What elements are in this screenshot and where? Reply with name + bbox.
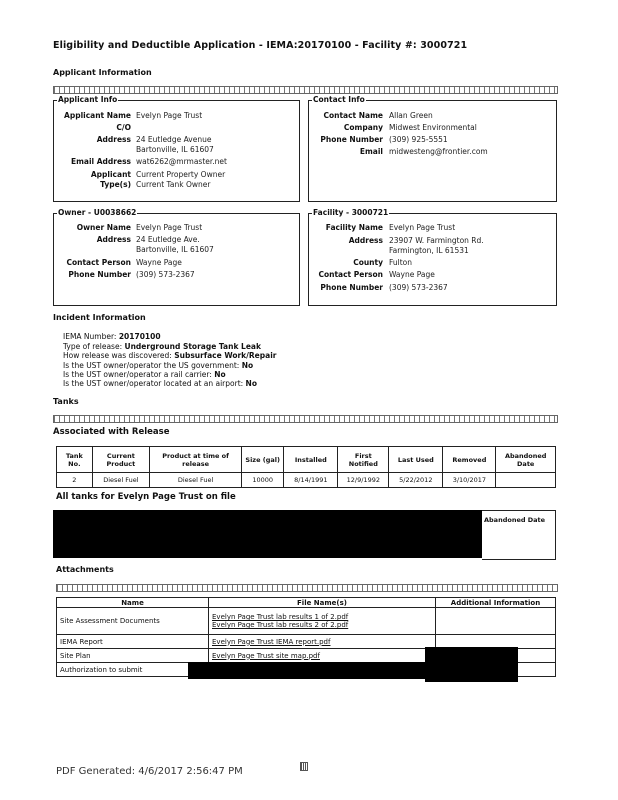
att-files: [209, 635, 436, 649]
redaction-block: [53, 510, 482, 558]
company-value: Midwest Environmental: [389, 123, 477, 132]
facility-contact-label: Contact Person: [318, 270, 383, 279]
cell-removed: 3/10/2017: [443, 473, 496, 488]
applicant-address-line2: Bartonville, IL 61607: [136, 145, 214, 154]
cell-tank-no: 2: [57, 473, 93, 488]
applicant-type-label2: Type(s): [100, 180, 131, 189]
incident-iema-number: IEMA Number: 20170100: [63, 332, 161, 341]
table-row: [57, 473, 556, 488]
incident-rail-carrier: Is the UST owner/operator a rail carrier: No: [63, 370, 226, 379]
incident-discovery: How release was discovered: Subsurface Work/Repair: [63, 351, 277, 360]
col-tank-no: Tank No.: [57, 447, 93, 473]
cell-product-at-release: Diesel Fuel: [150, 473, 242, 488]
applicant-email-value: wat6262@mrmaster.net: [136, 157, 227, 166]
contact-name-value: Allan Green: [389, 111, 433, 120]
att-name: Site Assessment Documents: [57, 608, 209, 635]
applicant-name-value: Evelyn Page Trust: [136, 111, 203, 120]
facility-label: Facility - 3000721: [313, 208, 389, 217]
facility-address-line1: 23907 W. Farmington Rd.: [389, 236, 484, 245]
att-name: Authorization to submit: [57, 663, 209, 677]
col-product-at-release: Product at time of release: [150, 447, 242, 473]
applicant-address-label: Address: [96, 135, 131, 144]
owner-address-line1: 24 Eutledge Ave.: [136, 235, 200, 244]
att-col-info: Additional Information: [436, 598, 556, 608]
cell-installed: 8/14/1991: [284, 473, 338, 488]
file-link[interactable]: Evelyn Page Trust site map.pdf: [212, 651, 320, 660]
redaction-block: [425, 647, 518, 682]
section-attachments-heading: Attachments: [56, 565, 114, 574]
contact-email-value: midwesteng@frontier.com: [389, 147, 488, 156]
col-first-notified: First Notified: [338, 447, 389, 473]
section-tanks-heading: Tanks: [53, 397, 79, 406]
section-associated-heading: Associated with Release: [53, 427, 170, 437]
applicant-name-label: Applicant Name: [64, 111, 131, 120]
cell-first-notified: 12/9/1992: [338, 473, 389, 488]
cell-size: 10000: [242, 473, 284, 488]
page-title: Eligibility and Deductible Application - IEMA:20170100 - Facility #: 3000721: [53, 40, 468, 51]
att-files: [209, 608, 436, 635]
cell-abandoned-date: [496, 473, 556, 488]
facility-name-label: Facility Name: [325, 223, 383, 232]
co-label: C/O: [116, 123, 131, 132]
applicant-email-label: Email Address: [70, 157, 131, 166]
incident-airport: Is the UST owner/operator located at an airport: No: [63, 379, 257, 388]
company-label: Company: [343, 123, 383, 132]
applicant-type-value1: Current Property Owner: [136, 170, 226, 179]
col-removed: Removed: [443, 447, 496, 473]
pdf-generated-footer: PDF Generated: 4/6/2017 2:56:47 PM: [56, 766, 243, 777]
facility-county-label: County: [353, 258, 383, 267]
att-name: Site Plan: [57, 649, 209, 663]
section-incident-heading: Incident Information: [53, 313, 146, 322]
section-all-tanks-heading: All tanks for Evelyn Page Trust on file: [56, 492, 236, 502]
applicant-info-label: Applicant Info: [58, 95, 118, 104]
col-installed: Installed: [284, 447, 338, 473]
incident-release-type: Type of release: Underground Storage Tank Leak: [63, 342, 261, 351]
contact-phone-value: (309) 925-5551: [389, 135, 448, 144]
attachments-header: [57, 598, 556, 608]
applicant-type-label: Applicant: [90, 170, 131, 179]
att-files: [209, 649, 436, 663]
section-applicant-heading: Applicant Information: [53, 68, 152, 77]
facility-county-value: Fulton: [389, 258, 413, 267]
facility-phone-value: (309) 573-2367: [389, 283, 448, 292]
facility-name-value: Evelyn Page Trust: [389, 223, 456, 232]
contact-email-label: Email: [359, 147, 383, 156]
release-table-header: [57, 447, 556, 473]
owner-name-value: Evelyn Page Trust: [136, 223, 203, 232]
redaction-block: [188, 662, 448, 679]
cell-last-used: 5/22/2012: [389, 473, 443, 488]
all-tanks-abandoned-header: Abandoned Date: [484, 516, 546, 524]
att-col-name: Name: [57, 598, 209, 608]
table-row: [57, 608, 556, 635]
col-current-product: Current Product: [92, 447, 149, 473]
owner-address-label: Address: [96, 235, 131, 244]
facility-contact-value: Wayne Page: [389, 270, 435, 279]
release-table: [56, 446, 556, 488]
tanks-divider: [53, 415, 558, 423]
page-marker-icon: [300, 762, 308, 771]
owner-contact-value: Wayne Page: [136, 258, 182, 267]
section-divider: [53, 86, 558, 94]
col-abandoned-date: Abandoned Date: [496, 447, 556, 473]
file-link[interactable]: Evelyn Page Trust lab results 1 of 2.pdf: [212, 613, 349, 621]
contact-name-label: Contact Name: [323, 111, 383, 120]
att-info: [436, 608, 556, 635]
col-size: Size (gal): [242, 447, 284, 473]
owner-name-label: Owner Name: [76, 223, 131, 232]
cell-current-product: Diesel Fuel: [92, 473, 149, 488]
owner-phone-value: (309) 573-2367: [136, 270, 195, 279]
owner-address-line2: Bartonville, IL 61607: [136, 245, 214, 254]
applicant-type-value2: Current Tank Owner: [136, 180, 211, 189]
incident-us-government: Is the UST owner/operator the US government: No: [63, 361, 254, 370]
col-last-used: Last Used: [389, 447, 443, 473]
owner-label: Owner - U0038662: [58, 208, 137, 217]
att-col-files: File Name(s): [209, 598, 436, 608]
att-name: IEMA Report: [57, 635, 209, 649]
file-link[interactable]: Evelyn Page Trust lab results 2 of 2.pdf: [212, 621, 349, 629]
facility-phone-label: Phone Number: [320, 283, 383, 292]
facility-address-label: Address: [348, 236, 383, 245]
contact-info-label: Contact Info: [313, 95, 365, 104]
owner-phone-label: Phone Number: [68, 270, 131, 279]
contact-phone-label: Phone Number: [320, 135, 383, 144]
file-link[interactable]: Evelyn Page Trust IEMA report.pdf: [212, 637, 331, 646]
applicant-address-line1: 24 Eutledge Avenue: [136, 135, 212, 144]
attachments-divider: [56, 584, 558, 592]
facility-address-line2: Farmington, IL 61531: [389, 246, 469, 255]
owner-contact-label: Contact Person: [66, 258, 131, 267]
